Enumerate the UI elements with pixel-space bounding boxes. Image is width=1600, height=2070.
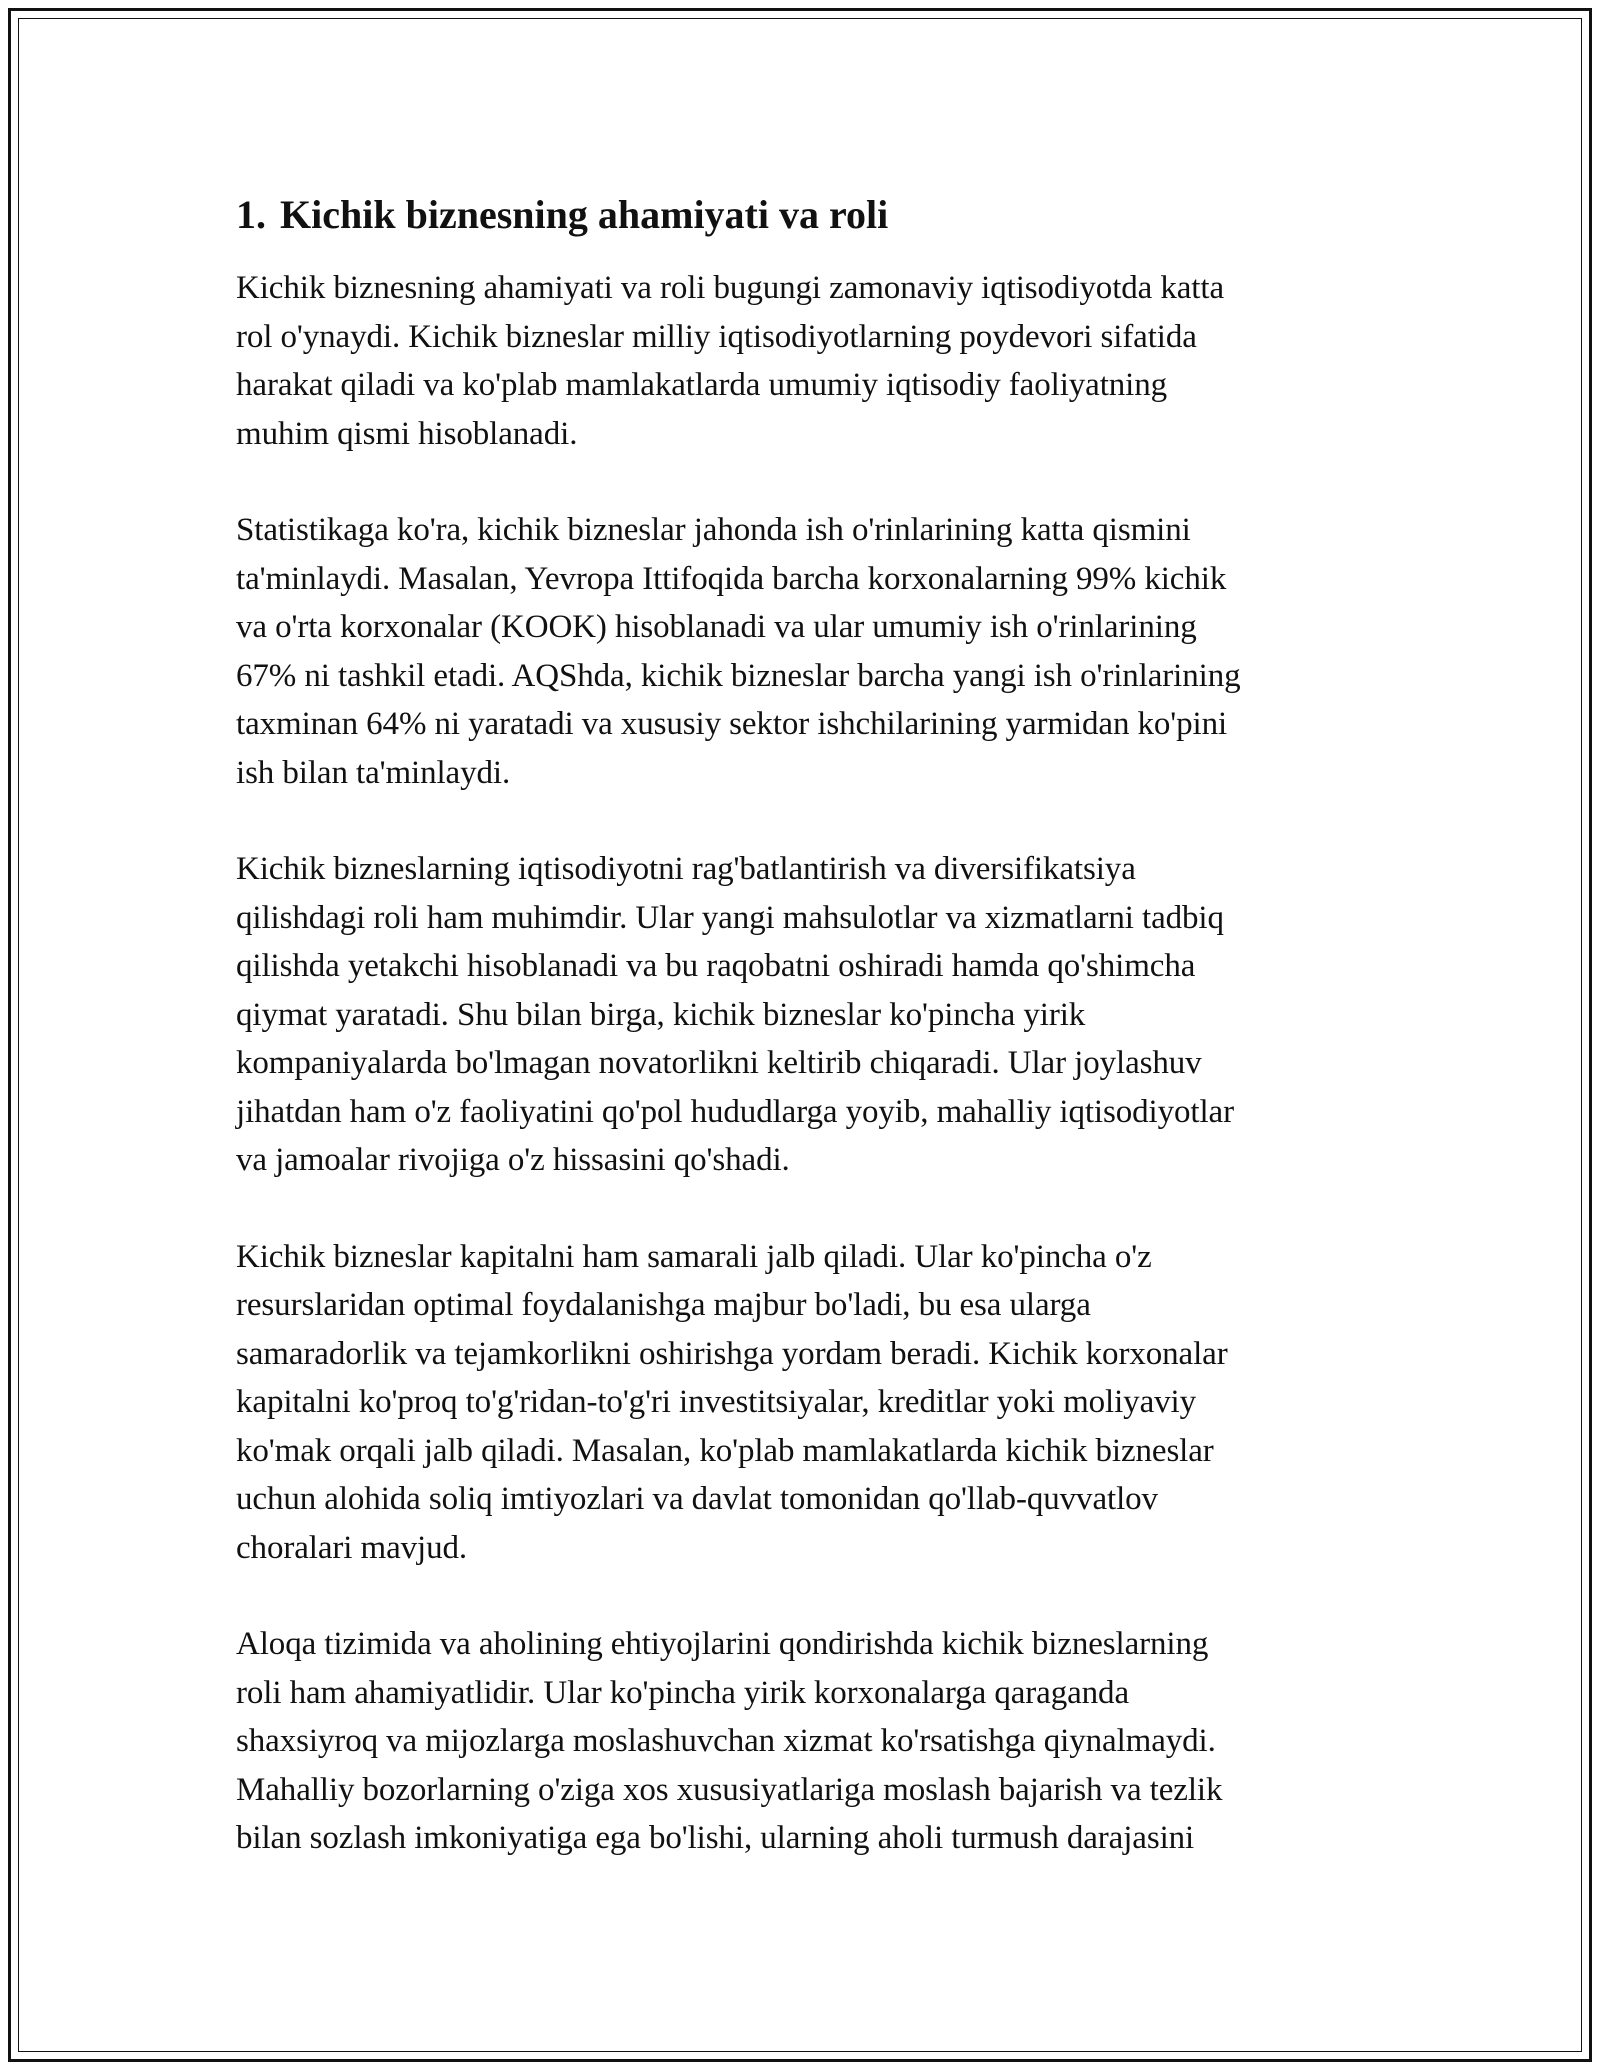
text-line: Statistikaga ko'ra, kichik bizneslar jahonda ish o'rinlarining katta qismini [236, 512, 1191, 548]
text-line: Kichik bizneslarning iqtisodiyotni rag'batlantirish va diversifikatsiya [236, 851, 1136, 887]
section-title: Kichik biznesning ahamiyati va roli [280, 192, 889, 237]
text-line: shaxsiyroq va mijozlarga moslashuvchan xizmat ko'rsatishga qiynalmaydi. [236, 1723, 1216, 1759]
text-line: rol o'ynaydi. Kichik bizneslar milliy iqtisodiyotlarning poydevori sifatida [236, 318, 1197, 355]
paragraph-1 [236, 264, 1366, 458]
text-line: resurslaridan optimal foydalanishga majbur bo'ladi, bu esa ularga [236, 1287, 1091, 1323]
text-line: qilishdagi roli ham muhimdir. Ular yangi mahsulotlar va xizmatlarni tadbiq [236, 899, 1224, 936]
text-line: roli ham ahamiyatlidir. Ular ko'pincha yirik korxonalarga qaraganda [236, 1674, 1130, 1711]
paragraph-2 [236, 506, 1366, 797]
text-line: Mahalliy bozorlarning o'ziga xos xususiyatlariga moslash bajarish va tezlik [236, 1771, 1223, 1808]
text-line: ko'mak orqali jalb qiladi. Masalan, ko'plab mamlakatlarda kichik bizneslar [236, 1432, 1214, 1469]
document-body [236, 186, 1366, 1911]
section-number: 1. [236, 192, 266, 237]
text-line: qiymat yaratadi. Shu bilan birga, kichik bizneslar ko'pincha yirik [236, 996, 1086, 1033]
text-line: va jamoalar rivojiga o'z hissasini qo'shadi. [236, 1142, 790, 1178]
text-line: ish bilan ta'minlaydi. [236, 754, 511, 791]
text-line: taxminan 64% ni yaratadi va xususiy sektor ishchilarining yarmidan ko'pini [236, 706, 1228, 742]
text-line: harakat qiladi va ko'plab mamlakatlarda umumiy iqtisodiy faoliyatning [236, 367, 1168, 403]
paragraph-4 [236, 1233, 1366, 1573]
paragraph-3 [236, 845, 1366, 1185]
text-line: 67% ni tashkil etadi. AQShda, kichik bizneslar barcha yangi ish o'rinlarining [236, 657, 1241, 694]
text-line: samaradorlik va tejamkorlikni oshirishga yordam beradi. Kichik korxonalar [236, 1335, 1228, 1372]
text-line: muhim qismi hisoblanadi. [236, 415, 578, 452]
text-line: va o'rta korxonalar (KOOK) hisoblanadi va ular umumiy ish o'rinlarining [236, 609, 1197, 645]
text-line: bilan sozlash imkoniyatiga ega bo'lishi, ularning aholi turmush darajasini [236, 1820, 1195, 1856]
text-line: kompaniyalarda bo'lmagan novatorlikni keltirib chiqaradi. Ular joylashuv [236, 1045, 1202, 1081]
text-line: ta'minlaydi. Masalan, Yevropa Ittifoqida barcha korxonalarning 99% kichik [236, 560, 1227, 597]
paragraph-5 [236, 1620, 1366, 1863]
text-line: Kichik biznesning ahamiyati va roli bugungi zamonaviy iqtisodiyotda katta [236, 270, 1224, 306]
text-line: uchun alohida soliq imtiyozlari va davlat tomonidan qo'llab-quvvatlov [236, 1481, 1158, 1517]
text-line: Kichik bizneslar kapitalni ham samarali jalb qiladi. Ular ko'pincha o'z [236, 1238, 1152, 1275]
section-heading [236, 186, 1366, 244]
text-line: qilishda yetakchi hisoblanadi va bu raqobatni oshiradi hamda qo'shimcha [236, 948, 1196, 984]
text-line: choralari mavjud. [236, 1529, 468, 1566]
text-line: jihatdan ham o'z faoliyatini qo'pol hududlarga yoyib, mahalliy iqtisodiyotlar [236, 1093, 1234, 1130]
text-line: kapitalni ko'proq to'g'ridan-to'g'ri investitsiyalar, kreditlar yoki moliyaviy [236, 1384, 1196, 1420]
text-line: Aloqa tizimida va aholining ehtiyojlarini qondirishda kichik bizneslarning [236, 1626, 1209, 1662]
